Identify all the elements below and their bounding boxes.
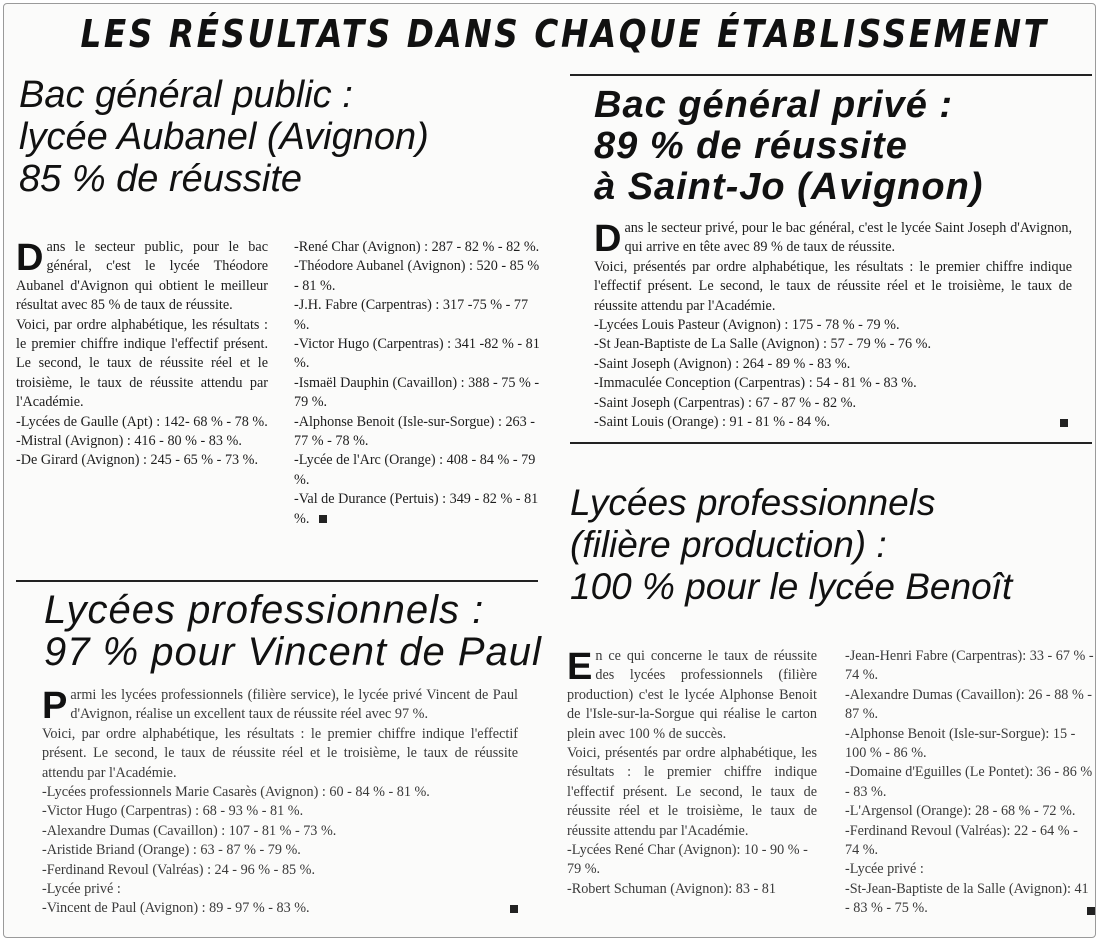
result-item: -Ferdinand Revoul (Valréas): 22 - 64 % - 74 %. xyxy=(845,822,1078,859)
article-prive xyxy=(594,219,1072,432)
result-item: -Ismaël Dauphin (Cavaillon) : 388 - 75 % - 79 %. xyxy=(294,374,540,411)
article-method: Voici, par ordre alphabétique, les résultats : le premier chiffre indique l'effectif présent. Le second, le taux de réussite réel et le troisième, le taux de réussite attendu par l'Académie. xyxy=(42,725,518,781)
article-method: Voici, présentés par ordre alphabétique, les résultats : le premier chiffre indique l'effectif présent. Le second, le taux de réussite réel et le troisième, le taux de réussite attendu par l'Académie. xyxy=(567,745,817,839)
result-item: -Vincent de Paul (Avignon) : 89 - 97 % - 83 %. xyxy=(42,900,310,917)
result-item: -Lycées professionnels Marie Casarès (Avignon) : 60 - 84 % - 81 %. xyxy=(42,784,430,801)
headline-line: à Saint-Jo (Avignon) xyxy=(594,166,984,208)
result-item: -Jean-Henri Fabre (Carpentras): 33 - 67 % - 74 %. xyxy=(845,648,1094,684)
result-item: -Lycées de Gaulle (Apt) : 142- 68 % - 78 %. xyxy=(16,413,268,430)
headline-line: (filière production) : xyxy=(570,524,887,565)
article-pro-service xyxy=(42,686,518,919)
result-item: -Lycées René Char (Avignon): 10 - 90 % - 79 %. xyxy=(567,842,808,878)
headline-pro-production xyxy=(570,484,1012,610)
drop-cap: E xyxy=(567,646,593,688)
result-item: -Victor Hugo (Carpentras) : 68 - 93 % - 81 %. xyxy=(42,803,304,820)
result-item: -Alphonse Benoit (Isle-sur-Sorgue): 15 - 100 % - 86 %. xyxy=(845,725,1076,762)
headline-bac-public xyxy=(19,76,429,202)
newspaper-page xyxy=(3,3,1096,938)
result-item: -Théodore Aubanel (Avignon) : 520 - 85 % - 81 %. xyxy=(294,258,540,294)
headline-line: Bac général public : xyxy=(19,74,353,116)
article-pro-production-col2 xyxy=(845,647,1095,919)
result-item: -Victor Hugo (Carpentras) : 341 -82 % - 81 %. xyxy=(294,336,540,372)
headline-line: Lycées professionnels : xyxy=(44,588,485,632)
result-item: -Alexandre Dumas (Cavaillon) : 107 - 81 % - 73 %. xyxy=(42,822,337,839)
result-item: -Aristide Briand (Orange) : 63 - 87 % - 79 %. xyxy=(42,842,301,859)
article-intro: ans le secteur public, pour le bac général, c'est le lycée Théodore Aubanel d'Avignon qui obtient le meilleur résultat avec 85 % de taux de réussite. xyxy=(16,239,268,314)
result-item: -Saint Louis (Orange) : 91 - 81 % - 84 %. xyxy=(594,414,831,431)
result-item: -De Girard (Avignon) : 245 - 65 % - 73 %. xyxy=(16,452,259,469)
headline-line: 89 % de réussite xyxy=(594,125,908,167)
result-item: -Lycées Louis Pasteur (Avignon) : 175 - 78 % - 79 %. xyxy=(594,317,900,334)
headline-line: Lycées professionnels xyxy=(570,482,936,523)
end-of-article-mark xyxy=(510,905,518,913)
article-intro: armi les lycées professionnels (filière service), le lycée privé Vincent de Paul d'Avignon, réalise un excellent taux de réussite réel avec 97 %. xyxy=(70,687,518,723)
result-item: -J.H. Fabre (Carpentras) : 317 -75 % - 77 %. xyxy=(294,297,529,333)
drop-cap: P xyxy=(42,685,68,727)
section-divider-left xyxy=(16,580,538,582)
result-item: -Lycée privé : xyxy=(42,881,121,898)
result-item: -Saint Joseph (Carpentras) : 67 - 87 % - 82 %. xyxy=(594,394,857,411)
article-method: Voici, présentés par ordre alphabétique, les résultats : le premier chiffre indique l'effectif présent. Le second, le taux de réussite réel et le troisième, le taux de réussite attendu par l'Académie. xyxy=(594,258,1072,314)
result-item: -Alexandre Dumas (Cavaillon): 26 - 88 % - 87 %. xyxy=(845,686,1093,723)
result-item: -L'Argensol (Orange): 28 - 68 % - 72 %. xyxy=(845,803,1076,820)
result-item: -Domaine d'Eguilles (Le Pontet): 36 - 86 % - 83 %. xyxy=(845,764,1093,800)
headline-line: 100 % pour le lycée Benoît xyxy=(570,566,1013,607)
article-intro: ans le secteur privé, pour le bac général, c'est le lycée Saint Joseph d'Avignon, qui arrive en tête avec 89 % de taux de réussite. xyxy=(624,220,1072,256)
headline-line: 97 % pour Vincent de Paul xyxy=(44,630,542,674)
headline-line: 85 % de réussite xyxy=(19,158,303,200)
headline-bac-prive xyxy=(594,86,983,209)
end-of-article-mark xyxy=(319,515,327,523)
result-item: -Ferdinand Revoul (Valréas) : 24 - 96 % - 85 %. xyxy=(42,861,316,878)
result-item: -Robert Schuman (Avignon): 83 - 81 xyxy=(567,880,776,897)
article-method: Voici, par ordre alphabétique, les résultats : le premier chiffre indique l'effectif présent. Le second, le taux de réussite réel et le troisième, le taux de réussite attendu par l'Académie. xyxy=(16,316,268,411)
headline-pro-service xyxy=(44,590,542,674)
result-item: -Lycée privé : xyxy=(845,861,924,878)
result-item: -Alphonse Benoit (Isle-sur-Sorgue) : 263 - 77 % - 78 %. xyxy=(294,413,535,450)
end-of-article-mark xyxy=(1060,419,1068,427)
result-item: -Val de Durance (Pertuis) : 349 - 82 % - 81 %. xyxy=(294,491,539,527)
result-item: -Mistral (Avignon) : 416 - 80 % - 83 %. xyxy=(16,433,242,450)
article-intro: n ce qui concerne le taux de réussite des lycées professionnels (filière production) c'est le lycée Alphonse Benoit de l'Isle-sur-la-Sorgue qui réalise le carton plein avec 100 % de succès. xyxy=(567,648,817,742)
drop-cap: D xyxy=(594,218,622,260)
section-divider-right xyxy=(570,442,1092,444)
result-item: -St Jean-Baptiste de La Salle (Avignon) : 57 - 79 % - 76 %. xyxy=(594,336,932,353)
headline-line: lycée Aubanel (Avignon) xyxy=(19,116,429,158)
result-item: -René Char (Avignon) : 287 - 82 % - 82 %. xyxy=(294,239,540,255)
end-of-article-mark xyxy=(1087,907,1095,915)
article-public-col2 xyxy=(294,238,540,529)
page-banner: LES RÉSULTATS DANS CHAQUE ÉTABLISSEMENT xyxy=(80,12,1049,56)
section-divider-top-right xyxy=(570,74,1092,76)
article-pro-production-col1 xyxy=(567,647,817,899)
drop-cap: D xyxy=(16,237,44,279)
article-public-col1 xyxy=(16,238,268,471)
result-item: -Saint Joseph (Avignon) : 264 - 89 % - 83 %. xyxy=(594,355,851,372)
result-item: -St-Jean-Baptiste de la Salle (Avignon): 41 - 83 % - 75 %. xyxy=(845,880,1089,917)
result-item: -Immaculée Conception (Carpentras) : 54 - 81 % - 83 %. xyxy=(594,375,917,392)
result-item: -Lycée de l'Arc (Orange) : 408 - 84 % - 79 %. xyxy=(294,452,536,488)
headline-line: Bac général privé : xyxy=(594,84,954,126)
